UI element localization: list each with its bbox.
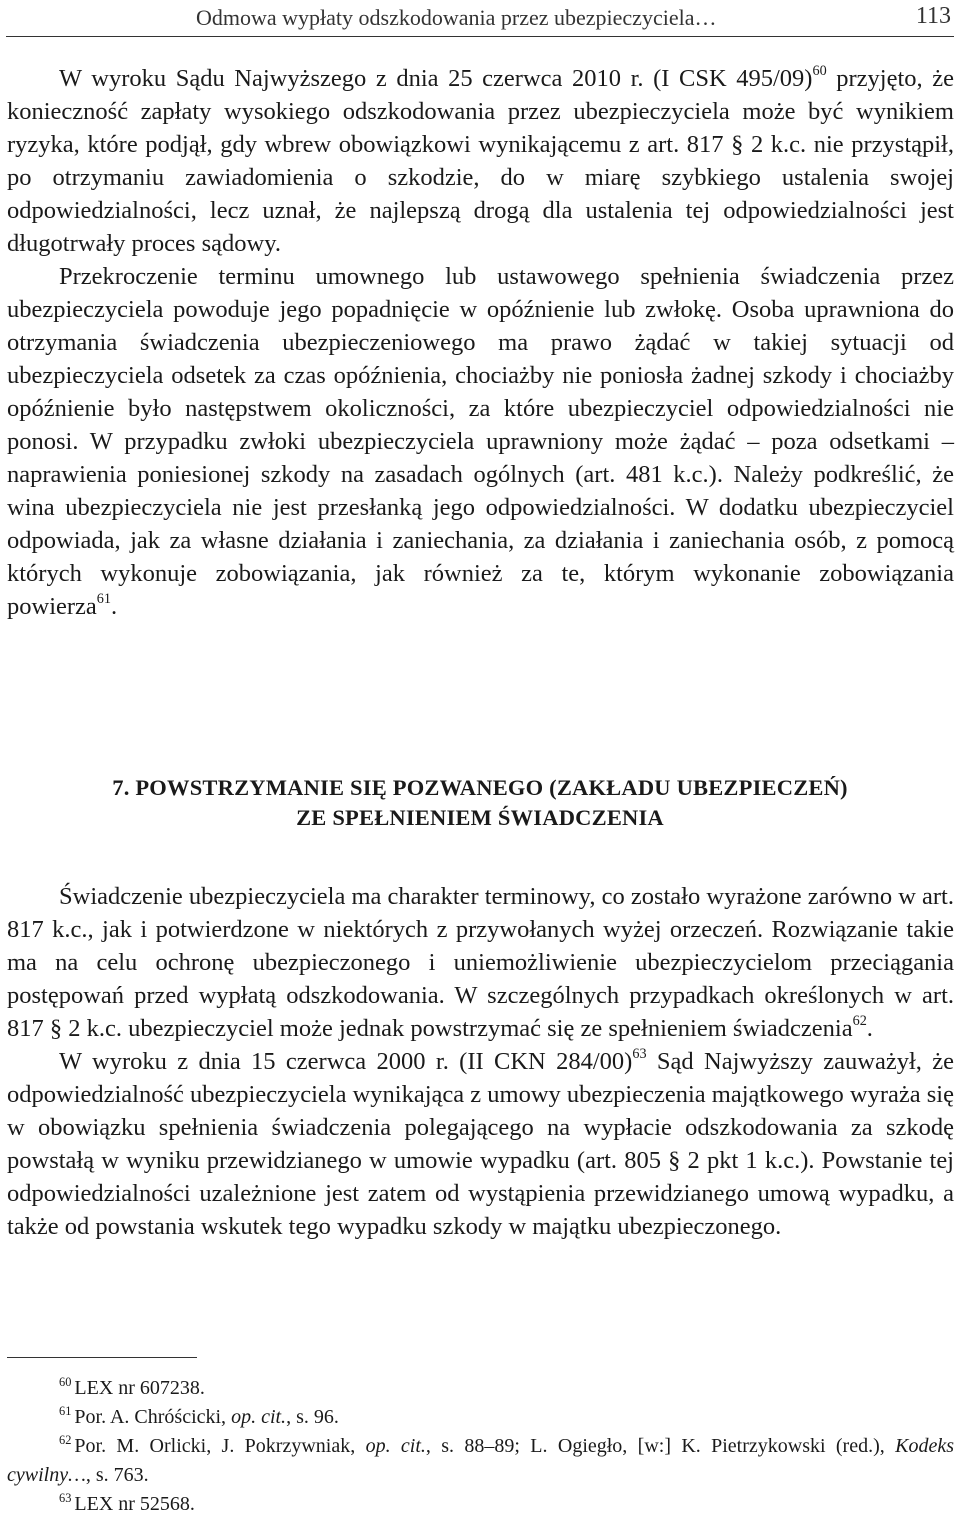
paragraph-3 (7, 880, 954, 1045)
page-header (0, 0, 960, 40)
paragraph-4-text-b: Sąd Najwyższy zauważył, że odpowiedzialność ubezpieczyciela wynikająca z umowy ubezpieczenia majątkowego wyraża się w obowiązku spełnienia świadczenia polegającego na wypłacie odszkodowania za szkodę powstałą w wyniku przewidzianego w umowie wypadku (art. 805 § 2 pkt 1 k.c.). Powstanie tej odpowiedzialności uzależnione jest zatem od wystąpienia przewidzianego umową wypadku, a także od powstania wskutek tego wypadku szkody w majątku ubezpieczonego. (7, 1048, 954, 1240)
footnote-text: , s. 763. (85, 1464, 149, 1486)
footnote-text: LEX nr 52568. (74, 1493, 195, 1515)
paragraph-1-text-b: przyjęto, że konieczność zapłaty wysokiego odszkodowania przez ubezpieczyciela może być wynikiem ryzyka, które podjął, gdy wbrew obowiązkowi wynikającemu z art. 817 § 2 k.c. nie przystąpił, po otrzymaniu zawiadomienia o szkodzie, do w miarę szybkiego ustalenia swojej odpowiedzialności, lecz uznał, że najlepszą drogą dla ustalenia tej odpowiedzialności jest długotrwały proces sądowy. (7, 65, 954, 257)
footnote-text: , s. 96. (286, 1406, 339, 1428)
footnote-63 (7, 1490, 954, 1519)
footnote-number: 62 (59, 1433, 72, 1448)
footnote-number: 60 (59, 1375, 72, 1390)
footnote-text: Por. M. Orlicki, J. Pokrzywniak, (74, 1435, 366, 1457)
footnote-61 (7, 1403, 954, 1432)
footnote-ref-61[interactable]: 61 (96, 591, 111, 608)
paragraph-2-end: . (111, 593, 118, 620)
section-heading (0, 773, 960, 833)
paragraph-4 (7, 1045, 954, 1243)
paragraph-3-text: Świadczenie ubezpieczyciela ma charakter terminowy, co zostało wyrażone zarówno w art. 817 k.c., jak i potwierdzone w niektórych z przywołanych wyżej orzeczeń. Rozwiązanie takie ma na celu ochronę ubezpieczonego i uniemożliwienie ubezpieczycielom przeciągania postępowań przed wypłatą odszkodowania. W szczególnych przypadkach określonych w art. 817 § 2 k.c. ubezpieczyciel może jednak powstrzymać się ze spełnieniem świadczenia (7, 883, 954, 1042)
footnote-italic: op. cit. (365, 1435, 426, 1457)
footnote-ref-63[interactable]: 63 (632, 1046, 647, 1063)
section-heading-line-2: ZE SPEŁNIENIEM ŚWIADCZENIA (296, 805, 664, 830)
footnote-italic: op. cit. (231, 1406, 287, 1428)
footnote-62 (7, 1432, 954, 1490)
footnote-number: 63 (59, 1491, 72, 1506)
footnote-ref-62[interactable]: 62 (852, 1013, 867, 1030)
footnote-rule (7, 1357, 197, 1358)
body-top (7, 62, 954, 623)
footnote-text: LEX nr 607238. (74, 1377, 205, 1399)
footnote-number: 61 (59, 1404, 72, 1419)
paragraph-2 (7, 260, 954, 623)
footnote-text: Por. A. Chróścicki, (74, 1406, 232, 1428)
footnote-60 (7, 1374, 954, 1403)
footnote-text: , s. 88–89; L. Ogiegło, [w:] K. Pietrzykowski (red.), (425, 1435, 896, 1457)
header-rule (6, 36, 954, 37)
running-title: Odmowa wypłaty odszkodowania przez ubezpieczyciela… (196, 5, 717, 30)
paragraph-1-text-a: W wyroku Sądu Najwyższego z dnia 25 czerwca 2010 r. (I CSK 495/09) (59, 65, 813, 92)
paragraph-3-end: . (866, 1015, 873, 1042)
section-heading-line-1: 7. POWSTRZYMANIE SIĘ POZWANEGO (ZAKŁADU UBEZPIECZEŃ) (112, 775, 848, 800)
footnotes (7, 1374, 954, 1519)
page-number: 113 (915, 3, 951, 29)
paragraph-4-text-a: W wyroku z dnia 15 czerwca 2000 r. (II CKN 284/00) (59, 1048, 633, 1075)
body-bottom (7, 880, 954, 1243)
footnote-ref-60[interactable]: 60 (812, 63, 827, 80)
paragraph-1 (7, 62, 954, 260)
paragraph-2-text: Przekroczenie terminu umownego lub ustawowego spełnienia świadczenia przez ubezpieczyciela powoduje jego popadnięcie w opóźnienie lub zwłokę. Osoba uprawniona do otrzymania świadczenia ubezpieczeniowego ma prawo żądać w takiej sytuacji od ubezpieczyciela odsetek za czas opóźnienia, chociażby nie poniosła żadnej szkody i chociażby opóźnienie było następstwem okoliczności, za które ubezpieczyciel odpowiedzialności nie ponosi. W przypadku zwłoki ubezpieczyciela uprawniony może żądać – poza odsetkami – naprawienia poniesionej szkody na zasadach ogólnych (art. 481 k.c.). Należy podkreślić, że wina ubezpieczyciela nie jest przesłanką jego odpowiedzialności. W dodatku ubezpieczyciel odpowiada, jak za własne działania i zaniechania, za działania i zaniechania osób, z pomocą których wykonuje zobowiązania, jak również za te, którym wykonanie zobowiązania powierza (7, 263, 954, 620)
footnote-italic: Kodeks cywilny… (7, 1435, 954, 1486)
